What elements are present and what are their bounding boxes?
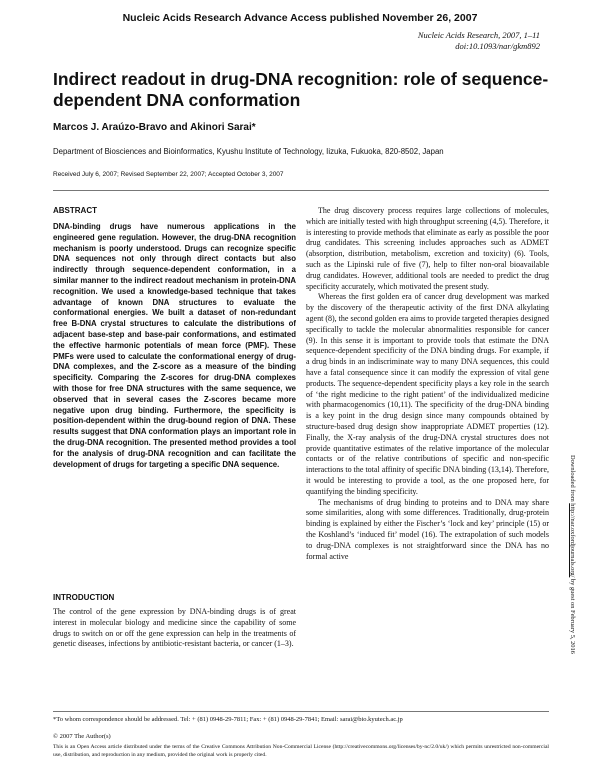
download-suffix: by guest on February 5, 2016	[569, 577, 576, 654]
paragraph: The drug discovery process requires large collections of molecules, which are initially tested with high throughput screening (4,5). Therefore, it is interesting to provide methods that eliminate as early as possible the poor drug candidates. This screening includes approaches such as ADMET (absorption, distribution, metabolism, excretion and toxicity) (6). Tools, such as the Lipinski rule of five (7), help to filter non-oral bioavailable drug candidates. However, additional tools are needed to predict the drug specificity accurately, which motivated the present study.	[306, 206, 549, 291]
introduction-heading: INTRODUCTION	[53, 593, 115, 602]
doi[interactable]: doi:10.1093/nar/gkm892	[455, 41, 540, 51]
journal-reference: Nucleic Acids Research, 2007, 1–11	[417, 30, 540, 40]
authors: Marcos J. Araúzo-Bravo and Akinori Sarai*	[53, 122, 256, 133]
affiliation: Department of Biosciences and Bioinformatics, Kyushu Institute of Technology, Iizuka, Fukuoka, 820-8502, Japan	[53, 147, 444, 156]
paragraph: The mechanisms of drug binding to proteins and to DNA may share some similarities, along with some differences. Traditionally, drug-protein binding is explained by either the Fischer’s ‘lock and key’ principle (15) or the Koshland’s ‘induced fit’ model (16). The extrapolation of such models to drug-DNA complexes is not straightforward since the DNA has no formal active	[306, 497, 549, 561]
download-prefix: Downloaded from	[569, 455, 576, 504]
correspondence-footnote: *To whom correspondence should be addressed. Tel: + (81) 0948-29-7811; Fax: + (81) 0948-29-7841; Email: sarai@bio.kyutech.ac.jp	[53, 716, 403, 723]
download-link[interactable]: http://nar.oxfordjournals.org/	[569, 503, 576, 578]
paper-title: Indirect readout in drug-DNA recognition: role of sequence-dependent DNA conformation	[53, 69, 549, 110]
abstract-text: DNA-binding drugs have numerous applications in the engineered gene regulation. However, the drug-DNA recognition mechanism is poorly understood. Drugs can recognize specific DNA sequences not only through direct contacts but also indirectly through sequence-dependent conformation, in a similar manner to the indirect readout mechanism in protein-DNA recognition. We used a knowledge-based technique that takes advantage of known DNA structures to evaluate the conformational energies. We built a dataset of non-redundant free B-DNA crystal structures to calculate the distributions of adjacent base-step and base-pair conformations, and estimated the effective harmonic potentials of mean force (PMF). These PMFs were used to calculate the conformational energy of drug-DNA complexes, and the Z-score as a measure of the binding specificity. Comparing the Z-scores for drug-DNA complexes with those for free DNA structures with the same sequence, we observed that in several cases the Z-scores became more negative upon drug binding. Furthermore, the specificity is position-dependent within the drug-bound region of DNA. These results suggest that DNA conformation plays an important role in the drug-DNA recognition. The presented method provides a tool for the analysis of drug-DNA recognition and can facilitate the development of drugs for targeting a specific DNA sequence.	[53, 222, 296, 469]
advance-access-banner: Nucleic Acids Research Advance Access published November 26, 2007	[122, 12, 478, 24]
copyright-notice: © 2007 The Author(s)	[53, 733, 111, 740]
paragraph: Whereas the first golden era of cancer drug development was marked by the discovery of the therapeutic activity of the first DNA alkylating agent (8), the second golden era aims to provide targeted therapies designed specifically to tackle the molecular abnormalities responsible for cancer (9). In this sense it is important to provide tools that estimate the DNA sequence-dependent specificity of the DNA binding drugs. For example, if a drug binds in an indiscriminate way to many DNA sequences, this could have a fatal consequence since it can modify the expression of vital gene products. The sequence-dependent specificity plays a key role in the search of ‘the right medicine to the right patient’ of the individualized medicine with pharmacogenomics (10,11). The specificity of the drug-DNA binding is a key point in the drug design since many compounds obtained by structure-based drug design show inappropriate ADMET properties (12). Finally, the X-ray analysis of the drug-DNA crystal structures does not provide quantitative estimates of the relative importance of the molecular contacts or of the relative contributions of specific and non-specific interactions to the total affinity of specific DNA binding (13,14). Therefore, it would be interesting to provide a tool, as the one proposed here, for quantifying the binding specificity.	[306, 292, 549, 496]
license-text: This is an Open Access article distributed under the terms of the Creative Commons Attribution Non-Commercial License (http://creativecommons.org/licenses/by-nc/2.0/uk/) which permits unrestricted non-commercial use, distribution, and reproduction in any medium, provided the original work is properly cited.	[53, 744, 549, 758]
introduction-text: The control of the gene expression by DNA-binding drugs is of great interest in molecular biology and medicine since the capability of some drugs to switch on or off the gene expression can help in the treatments of genetic diseases, infections by antibiotic-resistant bacteria, or cancer (1–3).	[53, 607, 296, 649]
footer-divider	[53, 711, 549, 712]
download-sidebar	[569, 455, 576, 654]
header-divider	[53, 190, 549, 191]
abstract-heading: ABSTRACT	[53, 206, 97, 215]
received-dates: Received July 6, 2007; Revised September 22, 2007; Accepted October 3, 2007	[53, 171, 284, 178]
right-column	[306, 206, 549, 562]
